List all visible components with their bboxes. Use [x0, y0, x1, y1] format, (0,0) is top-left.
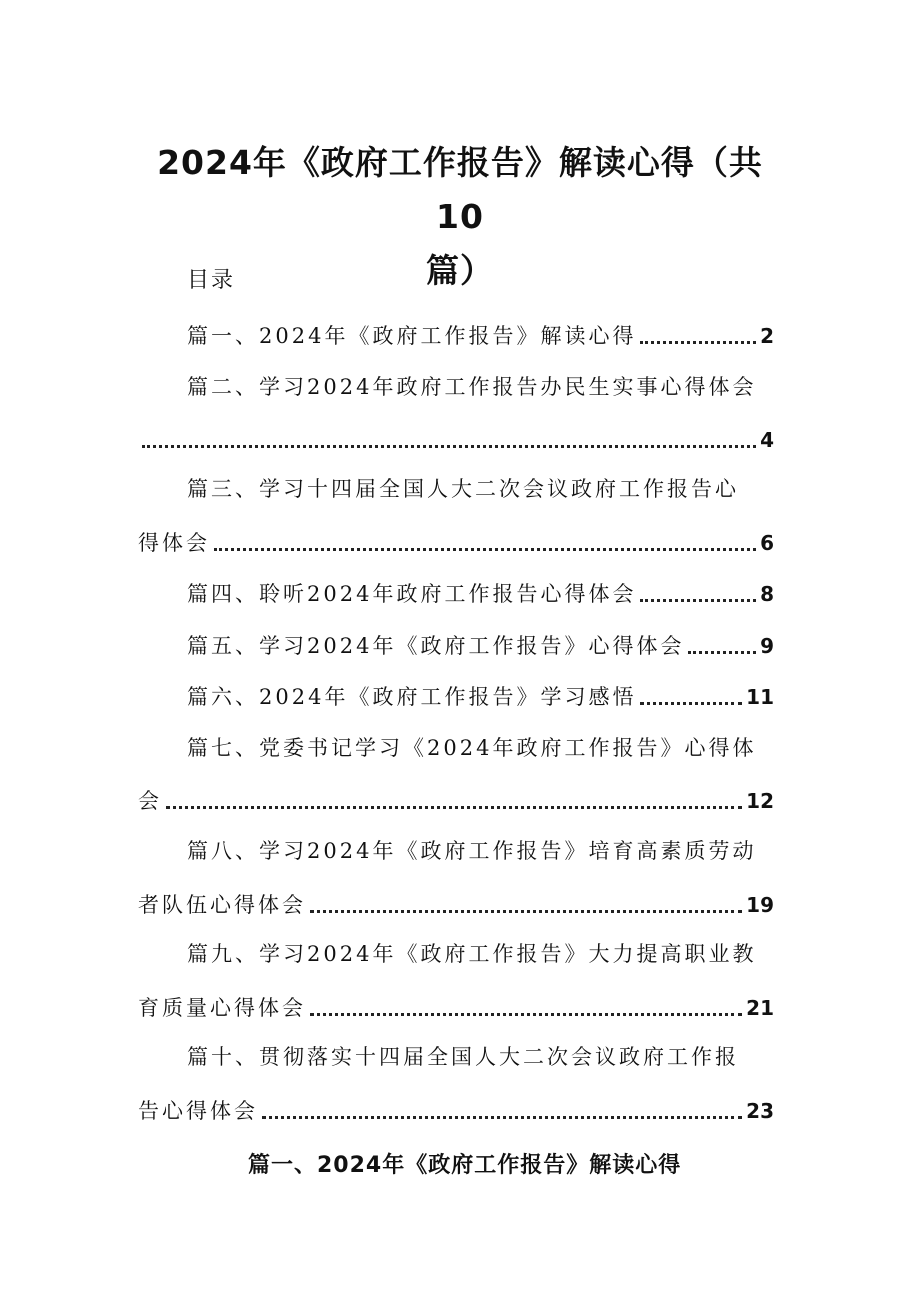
toc-entry-3[interactable]	[138, 524, 774, 558]
toc-leader-dots	[640, 599, 756, 602]
toc-page-number: 2	[760, 324, 774, 348]
toc-entry-10[interactable]	[138, 1092, 774, 1126]
toc-page-number: 21	[746, 996, 774, 1020]
toc-entry-10-line-1[interactable]: 篇十、贯彻落实十四届全国人大二次会议政府工作报	[187, 1045, 739, 1069]
document-title-line-2: 篇）	[426, 251, 494, 290]
toc-leader-dots	[640, 341, 756, 344]
toc-leader-dots	[142, 445, 756, 448]
toc-leader-dots	[214, 548, 756, 551]
toc-entry-7[interactable]	[138, 782, 774, 816]
toc-page-number: 4	[760, 428, 774, 452]
toc-entry-2[interactable]	[138, 421, 774, 455]
toc-entry-text: 得体会	[138, 531, 210, 555]
toc-entry-1[interactable]	[138, 317, 774, 351]
section-heading: 篇一、2024年《政府工作报告》解读心得	[248, 1153, 682, 1178]
toc-leader-dots	[166, 806, 742, 809]
toc-entry-8-line-1[interactable]: 篇八、学习2024年《政府工作报告》培育高素质劳动	[187, 839, 757, 863]
toc-page-number: 8	[760, 582, 774, 606]
toc-page-number: 6	[760, 531, 774, 555]
toc-page-number: 19	[746, 893, 774, 917]
toc-heading: 目录	[187, 268, 236, 293]
toc-entry-text: 篇六、2024年《政府工作报告》学习感悟	[187, 685, 637, 709]
toc-entry-7-line-1[interactable]: 篇七、党委书记学习《2024年政府工作报告》心得体	[187, 736, 757, 760]
toc-page-number: 9	[760, 634, 774, 658]
toc-entry-text: 篇四、聆听2024年政府工作报告心得体会	[187, 582, 637, 606]
toc-leader-dots	[310, 1013, 742, 1016]
toc-entry-9-line-1[interactable]: 篇九、学习2024年《政府工作报告》大力提高职业教	[187, 942, 757, 966]
toc-entry-text: 者队伍心得体会	[138, 893, 306, 917]
toc-entry-9[interactable]	[138, 989, 774, 1023]
toc-leader-dots	[688, 651, 756, 654]
toc-entry-8[interactable]	[138, 886, 774, 920]
toc-entry-text: 篇一、2024年《政府工作报告》解读心得	[187, 324, 637, 348]
toc-entry-4[interactable]	[138, 575, 774, 609]
toc-page-number: 12	[746, 789, 774, 813]
toc-leader-dots	[262, 1116, 742, 1119]
toc-page-number: 11	[746, 685, 774, 709]
toc-page-number: 23	[746, 1099, 774, 1123]
toc-entry-text: 篇五、学习2024年《政府工作报告》心得体会	[187, 634, 685, 658]
toc-entry-text: 告心得体会	[138, 1099, 258, 1123]
toc-entry-5[interactable]	[138, 627, 774, 661]
toc-entry-6[interactable]	[138, 678, 774, 712]
toc-entry-3-line-1[interactable]: 篇三、学习十四届全国人大二次会议政府工作报告心	[187, 477, 739, 501]
document-title	[150, 136, 770, 298]
toc-entry-text: 育质量心得体会	[138, 996, 306, 1020]
document-title-line-1: 2024年《政府工作报告》解读心得（共10	[157, 143, 763, 236]
toc-leader-dots	[310, 910, 742, 913]
toc-entry-2-line-1[interactable]: 篇二、学习2024年政府工作报告办民生实事心得体会	[187, 375, 757, 399]
toc-leader-dots	[640, 702, 742, 705]
toc-entry-text: 会	[138, 789, 162, 813]
